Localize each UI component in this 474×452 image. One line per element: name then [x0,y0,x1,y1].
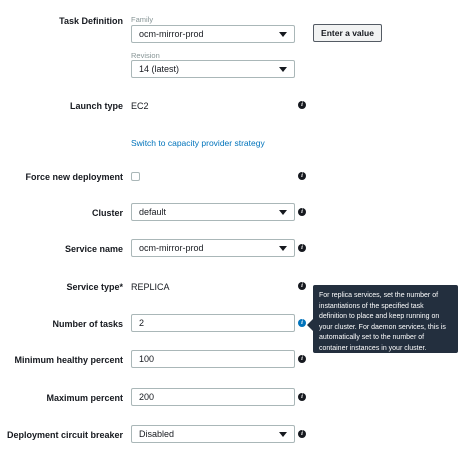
cluster-select[interactable] [131,203,295,221]
minimum-healthy-percent-input[interactable] [131,350,295,368]
revision-label: Revision [131,51,160,60]
deployment-circuit-breaker-label: Deployment circuit breaker [6,430,123,440]
info-icon[interactable]: i [298,208,306,216]
info-icon[interactable]: i [298,430,306,438]
family-select-value: ocm-mirror-prod [139,29,204,39]
info-icon[interactable]: i [298,355,306,363]
info-icon[interactable]: i [298,393,306,401]
deployment-circuit-breaker-select-value: Disabled [139,429,175,439]
force-new-deployment-checkbox[interactable] [131,172,140,181]
family-select[interactable] [131,25,295,43]
switch-capacity-provider-link[interactable]: Switch to capacity provider strategy [131,138,265,148]
cluster-label: Cluster [91,208,123,218]
service-name-label: Service name [64,244,123,254]
cluster-select-value: default [139,207,167,217]
service-name-select-value: ocm-mirror-prod [139,243,204,253]
number-of-tasks-tooltip [313,285,458,353]
revision-select[interactable] [131,60,295,78]
enter-a-value-button[interactable]: Enter a value [313,24,382,42]
chevron-down-icon [279,32,287,37]
info-icon[interactable]: i [298,172,306,180]
maximum-percent-label: Maximum percent [46,393,123,403]
chevron-down-icon [279,432,287,437]
chevron-down-icon [279,246,287,251]
deployment-circuit-breaker-select[interactable] [131,425,295,443]
info-icon[interactable]: i [298,101,306,109]
service-type-value: REPLICA [131,282,170,292]
service-name-select[interactable] [131,239,295,257]
info-icon[interactable]: i [298,319,306,327]
launch-type-label: Launch type [69,101,123,111]
info-icon[interactable]: i [298,282,306,290]
force-new-deployment-label: Force new deployment [25,172,123,182]
tooltip-text: For replica services, set the number of instantiations of the specified task definition to place and keep running on your cluster. For daemon services, this is automatically set to the number of container instances in your cluster. [319,292,446,352]
tooltip-arrow [307,319,313,331]
service-type-label: Service type* [66,282,123,292]
family-label: Family [131,15,154,24]
number-of-tasks-input[interactable] [131,314,295,332]
maximum-percent-input[interactable] [131,388,295,406]
minimum-healthy-percent-label: Minimum healthy percent [14,355,123,365]
chevron-down-icon [279,210,287,215]
chevron-down-icon [279,67,287,72]
launch-type-value: EC2 [131,101,149,111]
info-icon[interactable]: i [298,244,306,252]
task-definition-label: Task Definition [59,16,123,26]
number-of-tasks-label: Number of tasks [52,319,123,329]
revision-select-value: 14 (latest) [139,64,180,74]
